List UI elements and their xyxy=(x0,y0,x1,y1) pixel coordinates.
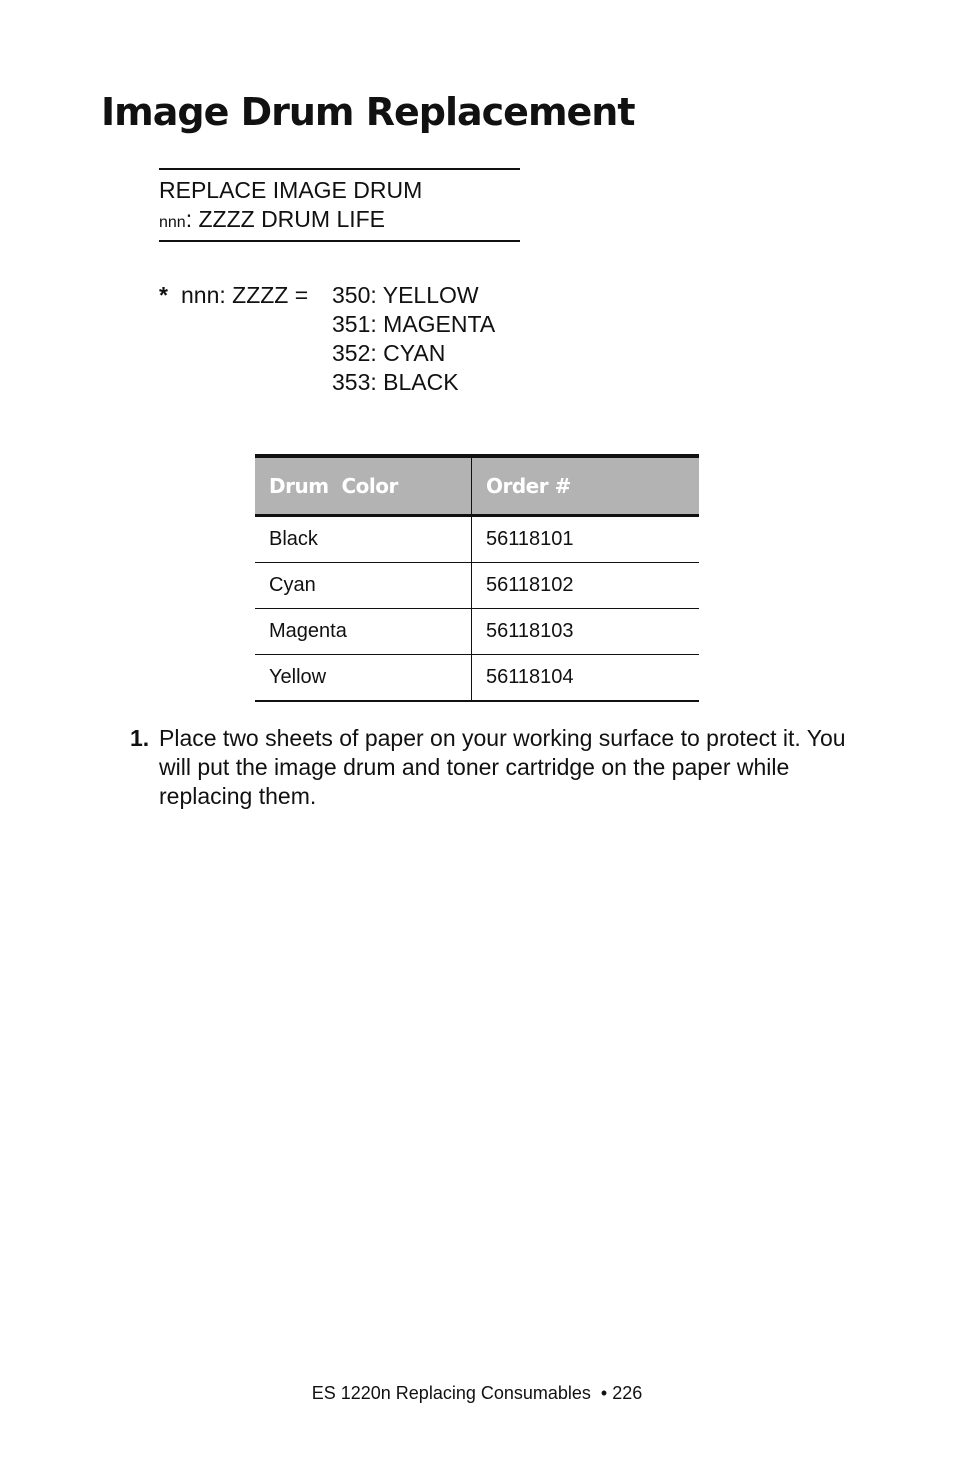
order-number-cell: 56118101 xyxy=(472,516,700,563)
column-header-order-number: Order # xyxy=(472,456,700,516)
drum-color-cell: Yellow xyxy=(255,655,472,702)
display-message-line1: REPLACE IMAGE DRUM xyxy=(159,177,423,203)
drum-color-cell: Cyan xyxy=(255,563,472,609)
drum-order-table xyxy=(255,454,699,702)
step-text: Place two sheets of paper on your working surface to protect it. You will put the image drum and toner cartridge on the paper while replacing them. xyxy=(159,725,846,809)
legend-values xyxy=(332,281,495,397)
step-number: 1. xyxy=(130,725,150,751)
page-footer: ES 1220n Replacing Consumables • 226 xyxy=(311,1383,643,1403)
order-number-cell: 56118103 xyxy=(472,609,700,655)
table-row xyxy=(255,516,699,563)
legend-key: nnn: ZZZZ = xyxy=(181,282,309,308)
table-row xyxy=(255,655,699,702)
order-number-cell: 56118104 xyxy=(472,655,700,702)
legend-value: 353: BLACK xyxy=(332,369,459,395)
order-number-cell: 56118102 xyxy=(472,563,700,609)
legend-value: 351: MAGENTA xyxy=(332,311,496,337)
display-message-suffix: : ZZZZ DRUM LIFE xyxy=(185,206,386,232)
printer-display-message xyxy=(159,168,520,242)
table-header-row xyxy=(255,456,699,516)
page-title: Image Drum Replacement xyxy=(101,90,635,134)
legend-value: 350: YELLOW xyxy=(332,282,479,308)
drum-color-cell: Black xyxy=(255,516,472,563)
legend-marker: * xyxy=(159,282,168,308)
legend-value: 352: CYAN xyxy=(332,340,446,366)
table-row xyxy=(255,563,699,609)
table-row xyxy=(255,609,699,655)
display-message-prefix: nnn xyxy=(159,214,186,231)
display-message-line2 xyxy=(159,205,385,237)
column-header-drum-color: Drum Color xyxy=(255,456,472,516)
drum-color-cell: Magenta xyxy=(255,609,472,655)
